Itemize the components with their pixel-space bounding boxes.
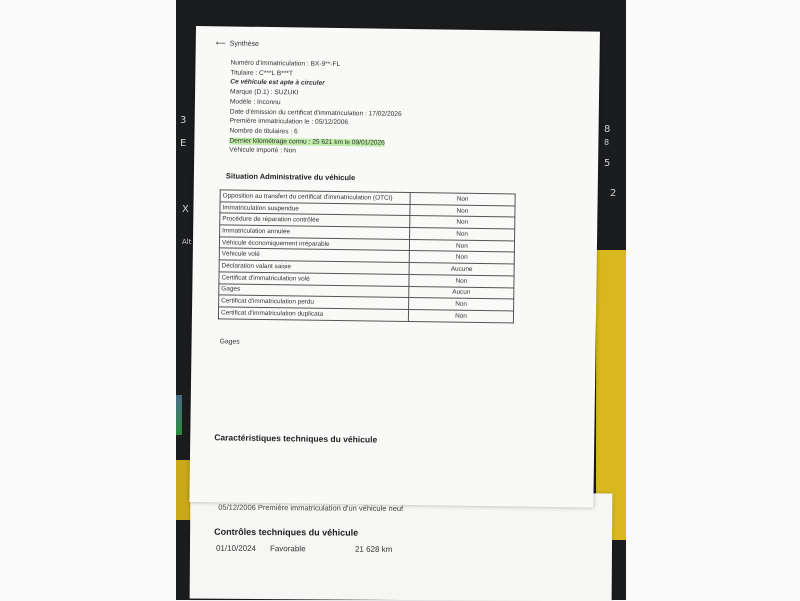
control-result: Favorable — [269, 544, 306, 554]
key-label-alt: Alt — [182, 238, 192, 246]
control-km: 21 628 km — [354, 544, 393, 554]
row-label: Certificat d'immatriculation perdu — [219, 295, 409, 309]
row-label: Certificat d'immatriculation duplicata — [218, 307, 408, 321]
row-value: Aucun — [409, 286, 514, 299]
row-label: Déclaration valant saisie — [219, 260, 409, 274]
imported-vehicle: Véhicule importé : Non — [229, 146, 297, 155]
row-label: Gages — [219, 283, 409, 297]
key-label-3: 3 — [180, 115, 187, 126]
control-date: 01/10/2024 — [215, 543, 257, 553]
key-label-e: E — [180, 138, 187, 149]
roadworthy-notice: Ce véhicule est apte à circuler — [230, 78, 325, 88]
technical-control-row — [215, 543, 576, 554]
key-label-5: 5 — [604, 158, 611, 169]
row-label: Immatriculation annulée — [220, 225, 410, 239]
row-label: Opposition au transfert du certificat d'immatriculation (OTCI) — [220, 190, 410, 204]
synthese-title: Synthèse — [229, 40, 259, 48]
first-registration-line: 05/12/2006 Première immatriculation d'un véhicule neuf — [218, 502, 404, 514]
administrative-table — [218, 189, 516, 323]
key-label-2: 2 — [610, 188, 617, 199]
row-label: Procédure de réparation contrôlée — [220, 213, 410, 227]
registration-number: Numéro d'immatriculation : BX-9**-FL — [230, 59, 341, 69]
row-label: Véhicule économiquement irréparable — [219, 237, 409, 251]
certificate-issue-date: Date d'émission du certificat d'immatriculation : 17/02/2026 — [229, 107, 402, 118]
row-value: Non — [410, 228, 515, 241]
row-value: Aucune — [409, 263, 514, 276]
row-value: Non — [409, 274, 514, 287]
model: Modèle : Inconnu — [229, 98, 281, 106]
brand: Marque (D.1) : SUZUKI — [230, 88, 299, 97]
row-label: Véhicule volé — [219, 248, 409, 262]
row-value: Non — [409, 239, 514, 252]
row-value: Non — [410, 193, 515, 206]
last-mileage-text: Dernier kilométrage connu : 25 621 km le 09/01/2026 — [229, 137, 385, 147]
paper-sheet-top — [189, 26, 600, 508]
holders-count: Nombre de titulaires : 6 — [229, 127, 298, 136]
holder: Titulaire : C***L B***T — [230, 69, 293, 78]
vehicle-info — [229, 58, 402, 157]
technical-controls-title: Contrôles techniques du véhicule — [214, 526, 359, 538]
row-value: Non — [408, 309, 513, 322]
row-label: Immatriculation suspendue — [220, 202, 410, 216]
row-value: Non — [409, 298, 514, 311]
arrow-icon: ⟵ — [215, 40, 226, 48]
gages-label: Gages — [219, 338, 240, 346]
row-value: Non — [410, 216, 515, 229]
paper-sheet-bottom — [190, 491, 613, 601]
technical-characteristics-title: Caractéristiques techniques du véhicule — [214, 432, 378, 445]
screen-edge-strip — [176, 395, 182, 435]
key-label-x: X — [182, 204, 189, 215]
key-label-8a: 8 — [604, 124, 611, 135]
row-label: Certificat d'immatriculation volé — [219, 272, 409, 286]
row-value: Non — [409, 251, 514, 264]
row-value: Non — [410, 204, 515, 217]
first-registration: Première immatriculation le : 05/12/2006 — [229, 117, 349, 127]
administrative-situation-title: Situation Administrative du véhicule — [225, 171, 356, 183]
key-label-8b: 8 — [604, 138, 610, 147]
